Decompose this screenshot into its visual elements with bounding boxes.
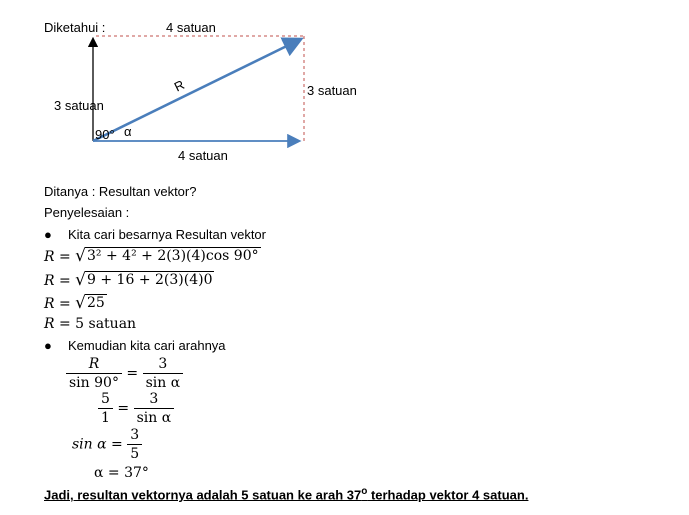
frac2-right bbox=[134, 391, 175, 426]
frac2-den-right: sin α bbox=[136, 410, 172, 426]
eq4-lhs: R = bbox=[44, 316, 76, 332]
frac2-num: 5 bbox=[98, 391, 113, 409]
eq4-rhs: 5 satuan bbox=[75, 316, 137, 332]
fraction-equation-1 bbox=[66, 356, 183, 391]
question-text: Ditanya : Resultan vektor? bbox=[44, 184, 197, 199]
sqrt-icon: √ bbox=[75, 270, 87, 290]
bullet-icon: ● bbox=[44, 338, 52, 353]
solution-label: Penyelesaian : bbox=[44, 205, 130, 220]
eq1-lhs: R = bbox=[44, 249, 76, 265]
conclusion-pre: Jadi, resultan vektornya adalah 5 satuan ke arah 37 bbox=[44, 487, 362, 503]
sqrt-icon: √ bbox=[75, 246, 87, 266]
eq3-lhs: R = bbox=[44, 296, 76, 312]
angle-result-text: α = 37° bbox=[94, 465, 149, 481]
frac1-right bbox=[143, 356, 184, 391]
frac2-left bbox=[98, 391, 113, 426]
frac3-num: 3 bbox=[127, 427, 142, 445]
right-side-label: 3 satuan bbox=[307, 83, 357, 98]
bottom-side-label: 4 satuan bbox=[178, 148, 228, 163]
resultant-label: R bbox=[171, 77, 187, 95]
frac3-den: 5 bbox=[130, 446, 140, 462]
alpha-label: α bbox=[124, 124, 132, 139]
bullet-direction-text: Kemudian kita cari arahnya bbox=[68, 338, 226, 353]
frac1-den-right: sin α bbox=[145, 375, 181, 391]
fraction-equation-3 bbox=[72, 427, 142, 462]
conclusion bbox=[44, 486, 528, 502]
left-side-label: 3 satuan bbox=[54, 98, 104, 113]
eq2-lhs: R = bbox=[44, 273, 76, 289]
sqrt-icon: √ bbox=[75, 293, 87, 313]
equation-1 bbox=[44, 247, 261, 265]
frac2-num-right: 3 bbox=[134, 391, 175, 409]
bullet-magnitude-text: Kita cari besarnya Resultan vektor bbox=[68, 227, 266, 242]
angle-result bbox=[94, 465, 149, 481]
top-side-label: 4 satuan bbox=[166, 20, 216, 35]
given-label: Diketahui : bbox=[44, 20, 106, 35]
frac2-den: 1 bbox=[101, 410, 110, 426]
frac1-den: sin 90° bbox=[69, 375, 119, 391]
fraction-equation-2 bbox=[98, 391, 174, 426]
frac3-right bbox=[127, 427, 142, 462]
frac1-left bbox=[66, 356, 122, 391]
conclusion-degree: o bbox=[361, 486, 368, 497]
equation-2 bbox=[44, 271, 214, 289]
frac1-num-right: 3 bbox=[143, 356, 184, 374]
eq1-radicand: 3² + 4² + 2(3)(4)cos 90° bbox=[87, 248, 259, 264]
equation-3 bbox=[44, 294, 107, 312]
vector-diagram bbox=[0, 0, 689, 175]
frac3-lhs: sin α = bbox=[72, 436, 128, 453]
equals-sign: = bbox=[117, 400, 130, 417]
eq2-radicand: 9 + 16 + 2(3)(4)0 bbox=[87, 272, 213, 288]
frac1-num: R bbox=[66, 356, 122, 374]
equation-4 bbox=[44, 316, 136, 332]
equals-sign: = bbox=[126, 365, 139, 382]
conclusion-post: terhadap vektor 4 satuan. bbox=[367, 487, 529, 503]
bullet-icon: ● bbox=[44, 227, 52, 242]
eq3-radicand: 25 bbox=[87, 295, 105, 311]
bullet-direction bbox=[44, 338, 226, 353]
bullet-magnitude bbox=[44, 227, 266, 242]
right-angle-label: 90° bbox=[95, 127, 115, 142]
